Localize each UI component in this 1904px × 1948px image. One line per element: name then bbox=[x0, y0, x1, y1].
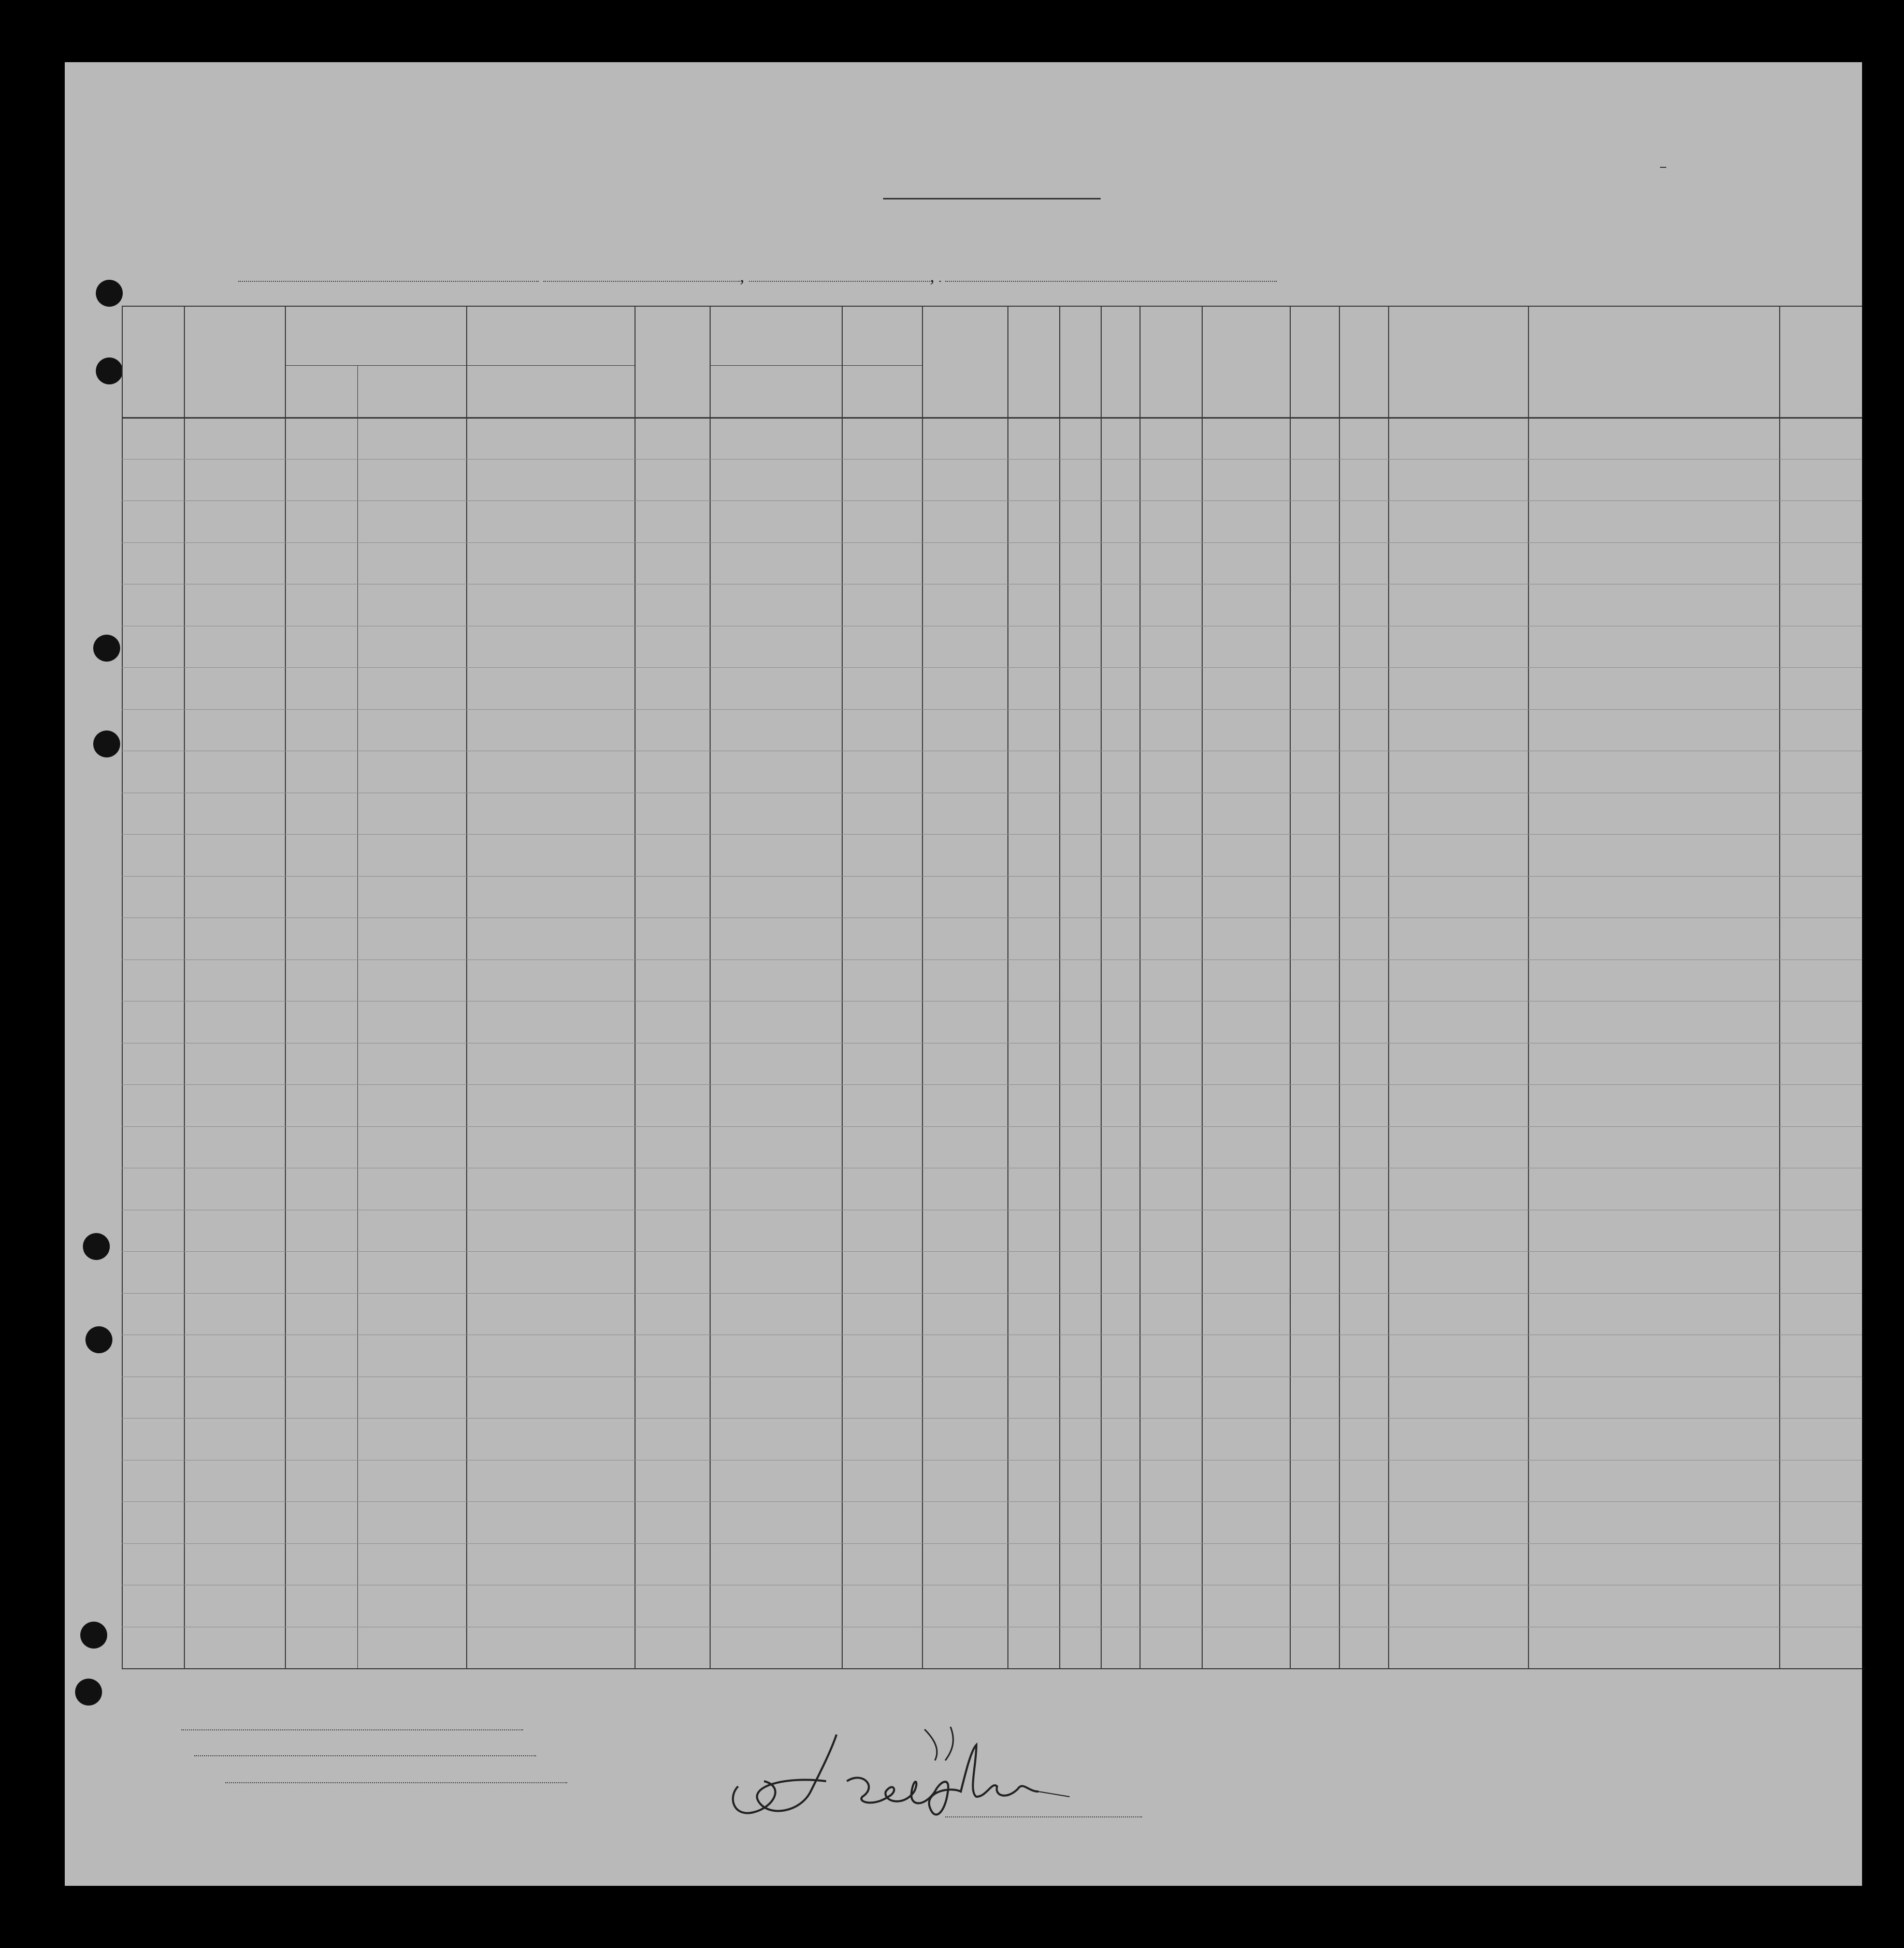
owners-value bbox=[194, 1755, 536, 1756]
inspector-signature bbox=[707, 1719, 1080, 1833]
agents-value bbox=[225, 1782, 567, 1783]
service-check-marks bbox=[65, 62, 1862, 1886]
line-value bbox=[181, 1729, 523, 1730]
manifest-footer bbox=[65, 1729, 1862, 1885]
inspector-signature-line bbox=[945, 1816, 1142, 1817]
manifest-sheet bbox=[65, 62, 1862, 1886]
footnote bbox=[1308, 1786, 1826, 1802]
vessel-line: , , bbox=[238, 267, 1277, 287]
